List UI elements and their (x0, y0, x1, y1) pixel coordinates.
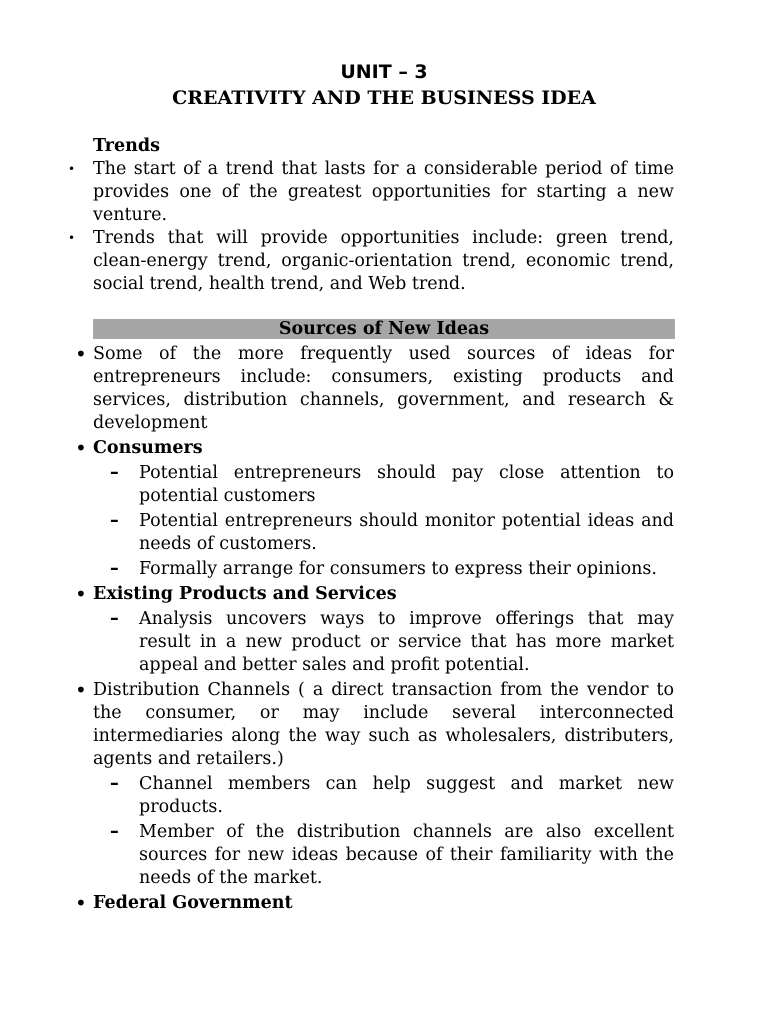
sources-item-text: Distribution Channels ( a direct transaction from the vendor to the consumer, or may include several interconnected intermediaries along the way such as wholesalers, distributers, agents and retailers.) (93, 680, 674, 769)
sources-list (75, 342, 674, 917)
dash-icon: – (110, 559, 119, 579)
sub-item-text: Channel members can help suggest and market new products. (139, 774, 674, 817)
trends-heading: Trends (93, 136, 160, 156)
sub-item (93, 821, 674, 890)
trends-list (68, 158, 674, 296)
sub-item (93, 558, 674, 581)
bullet-icon: • (75, 582, 87, 606)
unit-title: CREATIVITY AND THE BUSINESS IDEA (172, 87, 596, 109)
sources-item (75, 891, 674, 915)
sub-item (93, 510, 674, 556)
sources-sub-list (93, 462, 674, 581)
bullet-icon: • (75, 436, 87, 460)
sources-item (75, 342, 674, 435)
bullet-icon: • (68, 162, 76, 176)
sources-item (75, 582, 674, 677)
sub-item-text: Potential entrepreneurs should pay close attention to potential customers (139, 463, 674, 506)
bullet-icon: • (75, 891, 87, 915)
sources-item (75, 678, 674, 890)
sources-item-heading: Federal Government (93, 893, 293, 913)
sub-item-text: Analysis uncovers ways to improve offerings that may result in a new product or service that has more market appeal and better sales and profit potential. (139, 609, 674, 675)
sources-item-heading: Existing Products and Services (93, 584, 397, 604)
sources-heading: Sources of New Ideas (93, 319, 675, 339)
sources-sub-list (93, 608, 674, 677)
bullet-icon: • (75, 342, 87, 366)
sources-item-heading: Consumers (93, 438, 203, 458)
trends-bullet-text: Trends that will provide opportunities include: green trend, clean-energy trend, organic-orientation trend, economic trend, social trend, health trend, and Web trend. (93, 228, 674, 294)
dash-icon: – (110, 822, 119, 842)
unit-number: UNIT – 3 (340, 61, 428, 83)
sources-item (75, 436, 674, 581)
dash-icon: – (110, 609, 119, 629)
dash-icon: – (110, 511, 119, 531)
trends-bullet (68, 227, 674, 296)
sources-item-text: Some of the more frequently used sources of ideas for entrepreneurs include: consumers, existing products and services, distribution channels, government, and research & development (93, 344, 674, 433)
dash-icon: – (110, 463, 119, 483)
trends-bullet (68, 158, 674, 227)
sub-item (93, 608, 674, 677)
trends-bullet-text: The start of a trend that lasts for a considerable period of time provides one of the greatest opportunities for starting a new venture. (93, 159, 674, 225)
bullet-icon: • (75, 678, 87, 702)
dash-icon: – (110, 774, 119, 794)
sub-item-text: Potential entrepreneurs should monitor potential ideas and needs of customers. (139, 511, 674, 554)
sub-item-text: Formally arrange for consumers to express their opinions. (139, 559, 657, 579)
sources-sub-list (93, 773, 674, 890)
bullet-icon: • (68, 231, 76, 245)
sub-item (93, 462, 674, 508)
sub-item-text: Member of the distribution channels are also excellent sources for new ideas because of their familiarity with the needs of the market. (139, 822, 674, 888)
sub-item (93, 773, 674, 819)
